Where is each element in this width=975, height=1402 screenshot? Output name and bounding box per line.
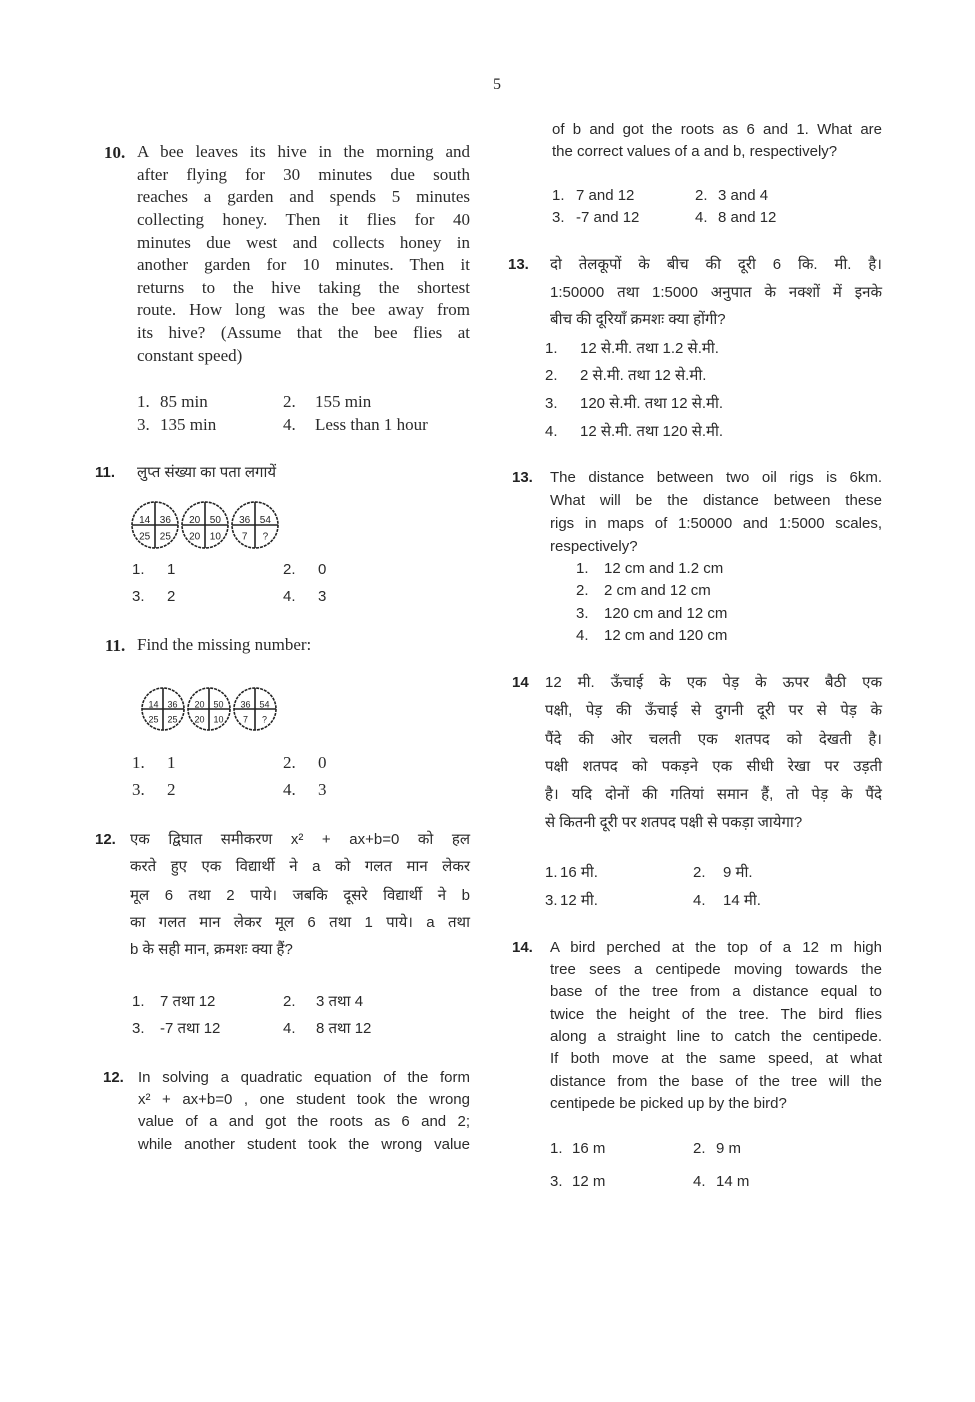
circle-number: 54	[259, 699, 270, 710]
option-number: 1.	[132, 753, 145, 772]
answer-option[interactable]: 8 तथा 12	[316, 1020, 372, 1037]
circle-number: 7	[243, 714, 249, 725]
circle-number: 10	[213, 714, 224, 725]
answer-option[interactable]: 2	[167, 780, 176, 799]
answer-option[interactable]: 3 and 4	[718, 187, 769, 204]
answer-option[interactable]: 9 मी.	[723, 864, 753, 881]
question-text-line: पक्षी शतपद को पकड़ने एक सीधी रेखा पर उड़ती	[545, 758, 882, 775]
answer-option[interactable]: 12 से.मी. तथा 1.2 से.मी.	[580, 340, 719, 357]
circle-number: 25	[148, 714, 159, 725]
question-text-line: value of a and got the roots as 6 and 2;	[138, 1113, 470, 1130]
question-number: 11.	[105, 636, 126, 655]
circle-number: 36	[240, 699, 251, 710]
question-text-line: b के सही मान, क्रमशः क्या हैं?	[130, 941, 293, 958]
question-text-line: से कितनी दूरी पर शतपद पक्षी से पकड़ा जायेगा?	[545, 814, 803, 831]
question-text-line: If both move at the same speed, at what	[550, 1050, 882, 1067]
option-number: 2.	[283, 392, 296, 411]
answer-option[interactable]: 1	[167, 561, 176, 578]
number-circle	[234, 688, 276, 730]
circle-number: 54	[259, 514, 271, 526]
circle-number: 25	[159, 531, 171, 543]
answer-option[interactable]: -7 तथा 12	[160, 1020, 221, 1037]
question-number: 14.	[512, 939, 533, 956]
option-number: 1.	[576, 560, 589, 577]
answer-option[interactable]: 1	[167, 753, 176, 772]
option-number: 3.	[545, 892, 558, 909]
number-circle	[232, 502, 278, 548]
question-number: 11.	[95, 464, 116, 481]
option-number: 2.	[693, 864, 706, 881]
question-number: 10.	[104, 143, 126, 162]
answer-option[interactable]: 8 and 12	[718, 209, 777, 226]
question-text-line: centipede be picked up by the bird?	[550, 1095, 787, 1112]
option-number: 1.	[545, 864, 558, 881]
answer-option[interactable]: 3	[318, 780, 327, 799]
question-text-line: x² + ax+b=0 , one student took the wrong	[138, 1091, 470, 1108]
circle-number: 20	[189, 514, 201, 526]
question-text-line: A bee leaves its hive in the morning and	[137, 142, 470, 161]
circle-number: 20	[194, 699, 205, 710]
circle-number: 20	[189, 531, 201, 543]
answer-option[interactable]: 7 तथा 12	[160, 993, 216, 1010]
answer-option[interactable]: 16 m	[572, 1140, 606, 1157]
question-text-line: reaches a garden and spends 5 minutes	[137, 187, 470, 206]
answer-option[interactable]: 2	[167, 588, 176, 605]
question-text-line: बीच की दूरियाँ क्रमशः क्या होंगी?	[550, 311, 726, 328]
option-number: 2.	[283, 993, 296, 1010]
question-text-line: its hive? (Assume that the bee flies at	[137, 323, 470, 342]
number-circle	[188, 688, 230, 730]
circle-number: 36	[167, 699, 178, 710]
option-number: 2.	[545, 367, 558, 384]
question-number: 12.	[95, 831, 116, 848]
circle-number: 25	[167, 714, 178, 725]
number-circle	[132, 502, 178, 548]
circle-number: 14	[139, 514, 151, 526]
answer-option[interactable]: 12 मी.	[560, 892, 598, 909]
answer-option[interactable]: 0	[318, 561, 327, 578]
option-number: 3.	[545, 395, 558, 412]
option-number: 1.	[132, 561, 145, 578]
question-text-line: पक्षी, पेड़ की ऊँचाई से दुगनी दूरी पर से पेड़ के	[545, 702, 882, 719]
answer-option[interactable]: 12 cm and 1.2 cm	[604, 560, 724, 577]
question-text-line: base of the tree from a distance equal to	[550, 983, 882, 1000]
question-text-line: पैंदे की ओर चलती एक शतपद को देखती है।	[545, 731, 882, 748]
question-text-line: What will be the distance between these	[550, 492, 882, 509]
question-text-line: 12 मी. ऊँचाई के एक पेड़ के ऊपर बैठी एक	[545, 674, 882, 691]
question-text-line: In solving a quadratic equation of the form	[138, 1069, 470, 1086]
answer-option[interactable]: 135 min	[160, 415, 217, 434]
option-number: 4.	[545, 423, 558, 440]
question-text-line: another garden for 10 minutes. Then it	[137, 255, 470, 274]
answer-option[interactable]: 3 तथा 4	[316, 993, 364, 1010]
option-number: 4.	[693, 892, 706, 909]
option-number: 2.	[576, 582, 589, 599]
question-text-line: tree sees a centipede moving towards the	[550, 961, 882, 978]
answer-option[interactable]: 12 से.मी. तथा 120 से.मी.	[580, 423, 724, 440]
question-text-line: constant speed)	[137, 346, 243, 365]
question-text-line: after flying for 30 minutes due south	[137, 165, 470, 184]
question-text-line: 1:50000 तथा 1:5000 अनुपात के नक्शों में इनके	[550, 284, 882, 301]
question-text-line: लुप्त संख्या का पता लगायें	[137, 464, 277, 481]
option-number: 1.	[137, 392, 150, 411]
answer-option[interactable]: 16 मी.	[560, 864, 598, 881]
circle-number: 25	[139, 531, 151, 543]
answer-option[interactable]: 14 m	[716, 1173, 750, 1190]
option-number: 4.	[283, 1020, 296, 1037]
option-number: 4.	[576, 627, 589, 644]
answer-option[interactable]: 2 cm and 12 cm	[604, 582, 711, 599]
question-text-line: distance from the base of the tree will the	[550, 1073, 882, 1090]
answer-option[interactable]: 7 and 12	[576, 187, 635, 204]
answer-option[interactable]: -7 and 12	[576, 209, 640, 226]
answer-option[interactable]: 3	[318, 588, 327, 605]
number-circles-figure	[140, 686, 288, 732]
option-number: 4.	[695, 209, 708, 226]
question-text-line: route. How long was the bee away from	[137, 300, 470, 319]
number-circle	[142, 688, 184, 730]
question-text-line: while another student took the wrong value	[138, 1136, 470, 1153]
answer-option[interactable]: 12 cm and 120 cm	[604, 627, 728, 644]
option-number: 3.	[576, 605, 589, 622]
question-text-line: दो तेलकूपों के बीच की दूरी 6 कि. मी. है।	[550, 256, 882, 273]
question-number: 12.	[103, 1069, 124, 1086]
circle-number: 50	[213, 699, 224, 710]
circle-number: ?	[262, 531, 269, 543]
option-number: 2.	[283, 753, 296, 772]
option-number: 3.	[137, 415, 150, 434]
option-number: 3.	[550, 1173, 563, 1190]
answer-option[interactable]: 2 से.मी. तथा 12 से.मी.	[580, 367, 707, 384]
circle-number: 36	[239, 514, 251, 526]
question-text-line: A bird perched at the top of a 12 m high	[550, 939, 882, 956]
option-number: 1.	[132, 993, 145, 1010]
question-number: 13.	[508, 256, 529, 273]
circle-number: 14	[148, 699, 159, 710]
circle-number: 7	[241, 531, 248, 543]
answer-option[interactable]: 14 मी.	[723, 892, 761, 909]
question-number: 14	[512, 674, 529, 691]
answer-option[interactable]: 155 min	[315, 392, 372, 411]
question-text-line: the correct values of a and b, respectively?	[552, 143, 838, 160]
circle-number: ?	[261, 714, 267, 725]
question-text-line: minutes due west and collects honey in	[137, 233, 470, 252]
answer-option[interactable]: 9 m	[716, 1140, 742, 1157]
option-number: 4.	[283, 588, 296, 605]
option-number: 4.	[283, 780, 296, 799]
question-text-line: respectively?	[550, 538, 638, 555]
answer-option[interactable]: 120 cm and 12 cm	[604, 605, 728, 622]
option-number: 3.	[552, 209, 565, 226]
circle-number: 50	[209, 514, 221, 526]
question-number: 13.	[512, 469, 533, 486]
circle-number: 10	[209, 531, 221, 543]
option-number: 2.	[693, 1140, 706, 1157]
option-number: 1.	[550, 1140, 563, 1157]
option-number: 2.	[695, 187, 708, 204]
option-number: 3.	[132, 1020, 145, 1037]
question-text-line: मूल 6 तथा 2 पाये। जबकि दूसरे विद्यार्थी ने b	[130, 887, 470, 904]
option-number: 4.	[283, 415, 296, 434]
question-text-line: rigs in maps of 1:50000 and 1:5000 scales,	[550, 515, 882, 532]
circle-number: 20	[194, 714, 205, 725]
option-number: 4.	[693, 1173, 706, 1190]
answer-option[interactable]: 120 से.मी. तथा 12 से.मी.	[580, 395, 724, 412]
question-text-line: करते हुए एक विद्यार्थी ने a को गलत मान लेकर	[130, 858, 470, 875]
page-number: 5	[493, 76, 501, 93]
question-text-line: twice the height of the tree. The bird flies	[550, 1006, 882, 1023]
question-text-line: का गलत मान लेकर मूल 6 तथा 1 पाये। a तथा	[130, 914, 470, 931]
question-text-line: returns to the hive taking the shortest	[137, 278, 470, 297]
answer-option[interactable]: Less than 1 hour	[315, 415, 428, 434]
question-text-line: along a straight line to catch the centipede.	[550, 1028, 882, 1045]
question-text-line: Find the missing number:	[137, 635, 312, 654]
answer-option[interactable]: 0	[318, 753, 327, 772]
question-text-line: है। यदि दोनों की गतियां समान हैं, तो पेड़ के पैंदे	[545, 786, 882, 803]
option-number: 1.	[545, 340, 558, 357]
circle-number: 36	[159, 514, 171, 526]
number-circle	[182, 502, 228, 548]
answer-option[interactable]: 12 m	[572, 1173, 606, 1190]
number-circles-figure	[130, 500, 290, 550]
question-text-line: एक द्विघात समीकरण x² + ax+b=0 को हल	[130, 831, 470, 848]
question-text-line: collecting honey. Then it flies for 40	[137, 210, 470, 229]
option-number: 2.	[283, 561, 296, 578]
option-number: 3.	[132, 588, 145, 605]
answer-option[interactable]: 85 min	[160, 392, 208, 411]
question-text-line: of b and got the roots as 6 and 1. What are	[552, 121, 882, 138]
option-number: 3.	[132, 780, 145, 799]
option-number: 1.	[552, 187, 565, 204]
question-text-line: The distance between two oil rigs is 6km.	[550, 469, 882, 486]
